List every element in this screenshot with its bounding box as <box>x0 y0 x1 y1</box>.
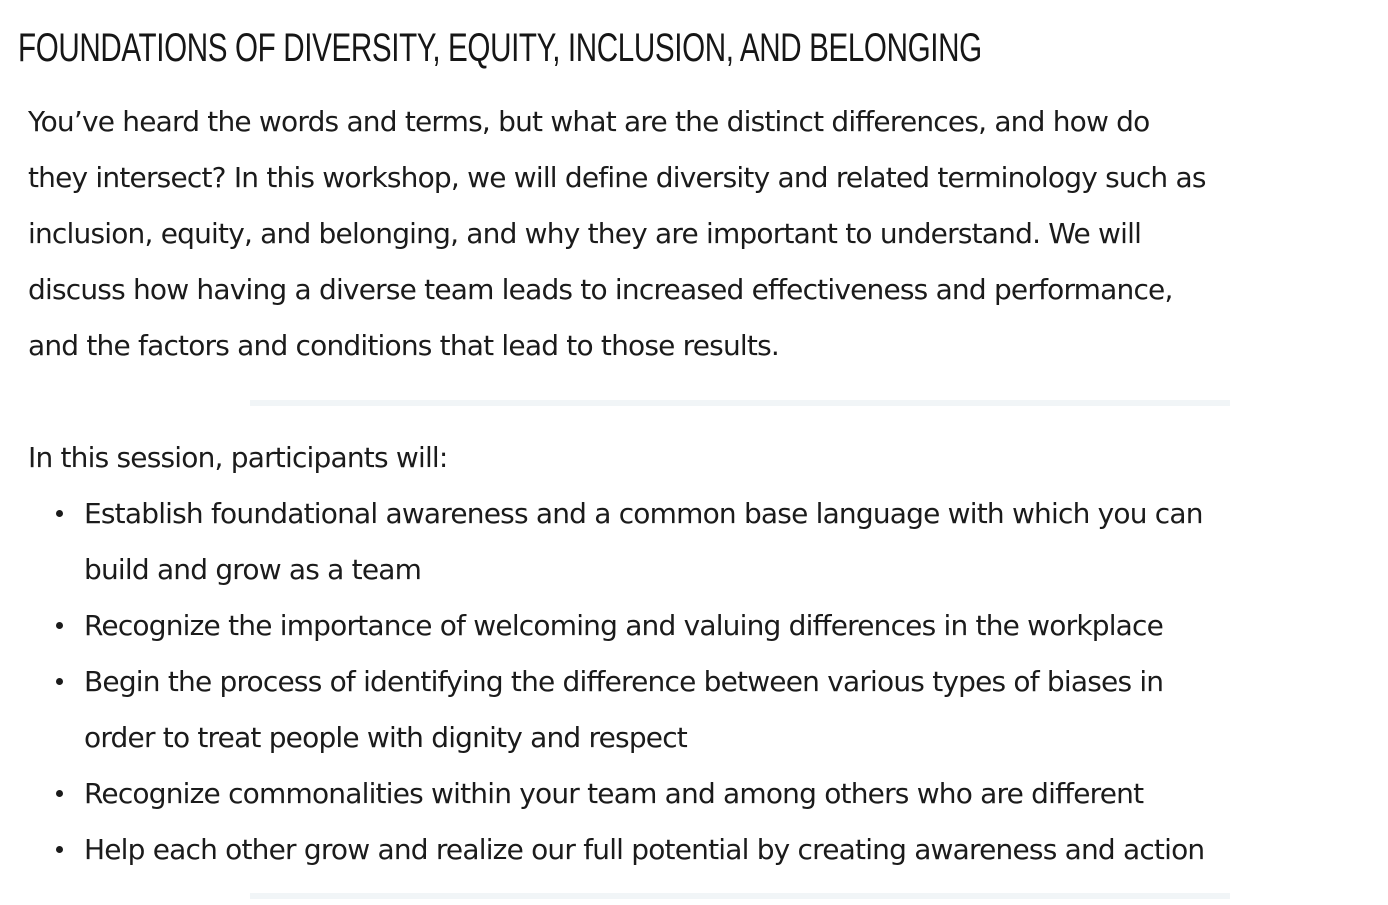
bullet-icon <box>56 510 63 517</box>
scan-artifact-divider <box>250 400 1230 406</box>
page-title: FOUNDATIONS OF DIVERSITY, EQUITY, INCLUSION, AND BELONGING <box>18 26 982 70</box>
list-item <box>0 654 1388 766</box>
list-item <box>0 766 1388 822</box>
intro-line: discuss how having a diverse team leads to increased effectiveness and performance, <box>28 273 1173 306</box>
intro-line: they intersect? In this workshop, we will define diversity and related terminology such as <box>28 161 1206 194</box>
session-lead-text: In this session, participants will: <box>28 441 448 474</box>
intro-line: inclusion, equity, and belonging, and why they are important to understand. We will <box>28 217 1142 250</box>
bullet-icon <box>56 678 63 685</box>
list-item <box>0 822 1388 878</box>
list-item-line: Establish foundational awareness and a common base language with which you can <box>84 497 1203 530</box>
bullet-icon <box>56 846 63 853</box>
list-item-line: Recognize commonalities within your team and among others who are different <box>84 777 1144 810</box>
list-item <box>0 598 1388 654</box>
scan-artifact-divider <box>250 893 1230 899</box>
list-item-line: build and grow as a team <box>84 553 422 586</box>
outcomes-list <box>0 486 1388 878</box>
list-item-line: Recognize the importance of welcoming and valuing differences in the workplace <box>84 609 1164 642</box>
list-item-line: Begin the process of identifying the difference between various types of biases in <box>84 665 1164 698</box>
list-item <box>0 486 1388 598</box>
intro-line: and the factors and conditions that lead to those results. <box>28 329 779 362</box>
intro-line: You’ve heard the words and terms, but what are the distinct differences, and how do <box>28 105 1150 138</box>
list-item-line: Help each other grow and realize our full potential by creating awareness and action <box>84 833 1205 866</box>
intro-paragraph <box>28 94 1368 374</box>
list-item-line: order to treat people with dignity and respect <box>84 721 687 754</box>
bullet-icon <box>56 622 63 629</box>
bullet-icon <box>56 790 63 797</box>
